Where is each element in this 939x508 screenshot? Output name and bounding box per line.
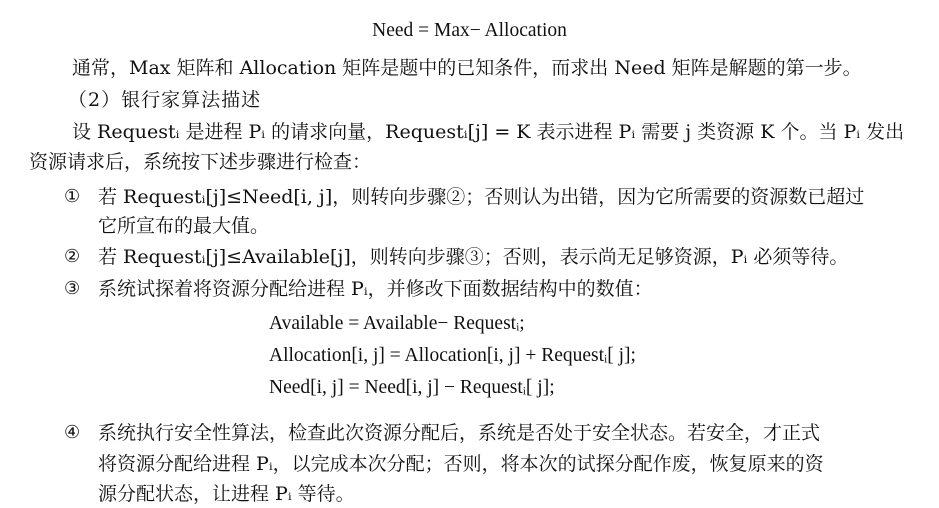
step-4-text-line-3: 源分配状态，让进程 Pᵢ 等待。 [98,483,355,505]
step-2-text-line-1: 若 Requestᵢ[j]≤Available[j]，则转向步骤③；否则，表示尚无足够资源，Pᵢ 必须等待。 [98,246,849,268]
formula-allocation: Allocation[i, j] = Allocation[i, j] + Requestᵢ[ j]; [269,345,636,366]
step-1-number: ① [64,186,81,207]
definition-line-1: 设 Requestᵢ 是进程 Pᵢ 的请求向量，Requestᵢ[j] = K 表示进程 Pᵢ 需要 j 类资源 K 个。当 Pᵢ 发出 [72,121,905,143]
step-3-number: ③ [64,278,81,299]
step-2-number: ② [64,246,81,267]
need-formula: Need = Max− Allocation [372,20,567,41]
section-heading: （2）银行家算法描述 [68,89,262,111]
intro-paragraph: 通常，Max 矩阵和 Allocation 矩阵是题中的已知条件，而求出 Need 矩阵是解题的第一步。 [72,57,862,79]
formula-need: Need[i, j] = Need[i, j] − Requestᵢ[ j]; [269,377,555,398]
step-1-text-line-1: 若 Requestᵢ[j]≤Need[i, j]，则转向步骤②；否则认为出错，因为它所需要的资源数已超过 [98,186,865,208]
step-4-number: ④ [64,422,81,443]
step-4-text-line-2: 将资源分配给进程 Pᵢ，以完成本次分配；否则，将本次的试探分配作废，恢复原来的资 [98,453,824,475]
step-4-text-line-1: 系统执行安全性算法，检查此次资源分配后，系统是否处于安全状态。若安全，才正式 [98,422,821,444]
step-1-text-line-2: 它所宣布的最大值。 [98,215,270,237]
step-3-text-line-1: 系统试探着将资源分配给进程 Pᵢ，并修改下面数据结构中的数值： [98,278,653,300]
definition-line-2: 资源请求后，系统按下述步骤进行检查： [29,151,372,173]
formula-available: Available = Available− Requestᵢ; [269,313,525,334]
